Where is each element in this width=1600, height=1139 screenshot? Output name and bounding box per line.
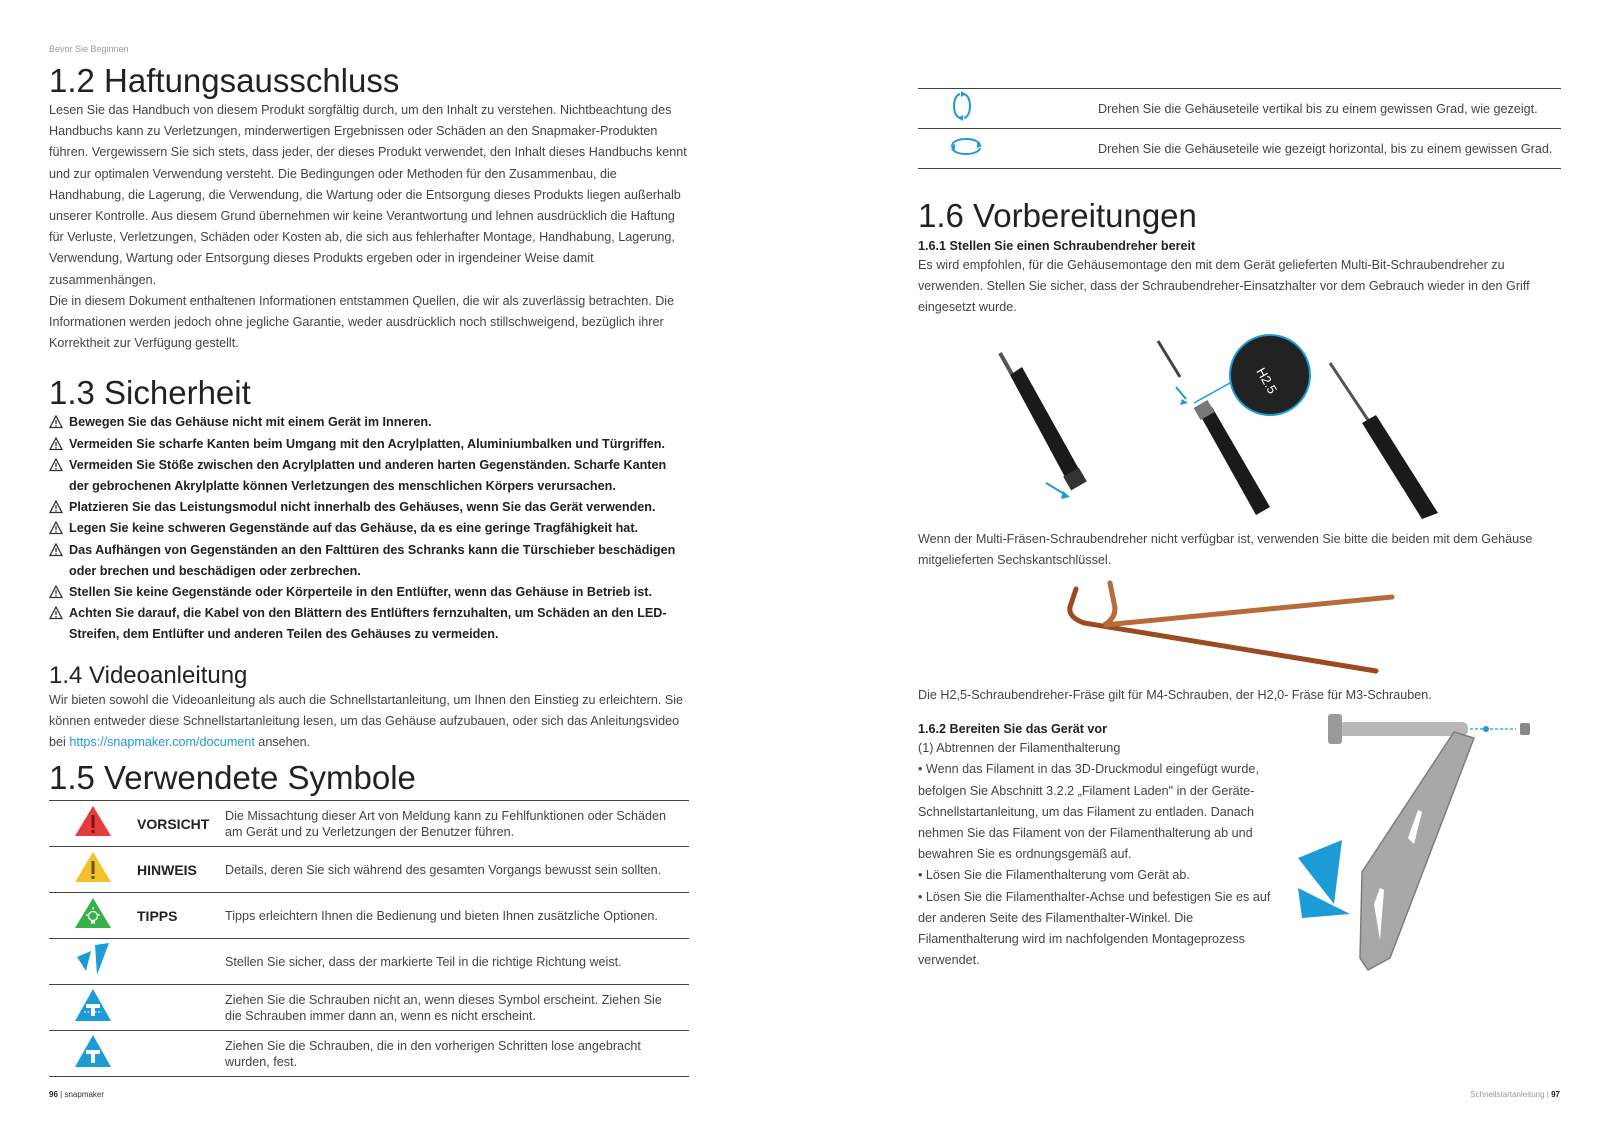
rotation-icon-cell <box>918 129 1098 169</box>
video-text-before: Wir bieten sowohl die Videoanleitung als auch die Schnellstartanleitung, um Ihnen den Einstieg zu erleichtern. Sie können entweder diese Schnellstartanleitung lesen, um das Gehäuse aufzubauen, oder sich das Anleitungsvideo bei <box>49 692 684 750</box>
tighten-screw-icon <box>73 1033 113 1069</box>
video-text <box>49 690 689 754</box>
safety-item-text: Das Aufhängen von Gegenständen an den Falttüren des Schranks kann die Türschieber beschädigen oder brechen und beschädigen oder zerbrechen. <box>69 542 676 578</box>
warning-triangle-icon <box>49 606 63 620</box>
warning-triangle-icon <box>49 585 63 599</box>
filament-axis <box>1338 722 1468 736</box>
safety-item-text: Stellen Sie keine Gegenstände oder Körperteile in den Entlüfter, wenn das Gehäuse in Betrieb ist. <box>69 585 652 600</box>
warning-triangle-icon <box>49 521 63 535</box>
symbol-row <box>49 939 689 985</box>
hex-key-illustration <box>918 571 1561 681</box>
brand-logo: snapmaker <box>64 1090 105 1099</box>
document-link[interactable]: https://snapmaker.com/document <box>69 735 255 750</box>
warning-triangle-icon <box>49 437 63 451</box>
loose-screw-icon <box>73 987 113 1023</box>
video-title: 1.4 Videoanleitung <box>49 661 248 689</box>
safety-item-text: Vermeiden Sie scharfe Kanten beim Umgang mit den Acrylplatten, Aluminiumbalken und Türgriffen. <box>69 436 665 451</box>
symbol-desc: Ziehen Sie die Schrauben, die in den vorherigen Schritten lose angebracht wurden, fest. <box>225 1038 641 1069</box>
symbol-desc: Stellen Sie sicher, dass der markierte Teil in die richtige Richtung weist. <box>225 939 689 985</box>
safety-item <box>49 412 689 433</box>
symbol-icon-cell <box>49 985 137 1031</box>
symbol-label: HINWEIS <box>137 847 225 893</box>
filament-bracket <box>1360 732 1474 970</box>
warning-triangle-icon <box>49 543 63 557</box>
hex-key-text: Wenn der Multi-Fräsen-Schraubendreher nicht verfügbar ist, verwenden Sie bitte die beiden mit dem Gehäuse mitgelieferten Sechskantschlüssel. <box>918 531 1533 567</box>
prep-title: 1.6 Vorbereitungen <box>918 197 1197 234</box>
screwdriver-1 <box>1000 353 1087 499</box>
bit-magnifier <box>1194 335 1310 415</box>
warning-triangle-icon <box>49 415 63 429</box>
symbol-row <box>49 893 689 939</box>
disclaimer-title: 1.2 Haftungsausschluss <box>49 62 400 99</box>
safety-item <box>49 603 689 645</box>
safety-list <box>49 412 689 645</box>
safety-item <box>49 434 689 455</box>
footer-guide-label: Schnellstartanleitung <box>1470 1090 1545 1099</box>
prep-sub1-title: 1.6.1 Stellen Sie einen Schraubendreher bereit <box>918 239 1196 253</box>
bit-usage-text: Die H2,5-Schraubendreher-Fräse gilt für M4-Schrauben, der H2,0- Fräse für M3-Schrauben. <box>918 688 1432 703</box>
warning-triangle-icon <box>49 458 63 472</box>
prep-sub2-bullet: • Wenn das Filament in das 3D-Druckmodul eingefügt wurde, befolgen Sie Abschnitt 3.2.2 „Filament Laden" in der Geräte-Schnellstartanleitung, um das Filament zu entladen. Danach nehmen Sie das Filament von der Filamenthalterung ab und bewahren Sie es ordnungsgemäß auf. <box>918 762 1259 862</box>
page-number-left: 96 <box>49 1090 58 1099</box>
prep-sub2-title: 1.6.2 Bereiten Sie das Gerät vor <box>918 722 1107 737</box>
safety-item <box>49 540 689 582</box>
symbol-label <box>137 1031 225 1077</box>
direction-arrows-icon <box>73 941 113 977</box>
rotation-desc: Drehen Sie die Gehäuseteile vertikal bis zu einem gewissen Grad, wie gezeigt. <box>1098 89 1561 129</box>
symbol-row <box>49 847 689 893</box>
rotation-row <box>918 129 1561 169</box>
footer-left: 96 | snapmaker <box>49 1090 105 1099</box>
disclaimer-paragraph-1: Lesen Sie das Handbuch von diesem Produkt sorgfältig durch, um den Inhalt zu verstehen. Nichtbeachtung des Handbuchs kann zu Verletzungen, minderwertigen Ergebnissen oder Schäden an den Snapmaker-Produkten führen. Vergewissern Sie sich stets, dass jeder, der dieses Produkt verwendet, den Inhalt dieses Handbuchs kennt und zur optimalen Verwendung versteht. Die Bedingungen oder Methoden für den Zusammenbau, die Handhabung, die Lagerung, die Verwendung, die Wartung oder die Entsorgung dieses Produkts liegen außerhalb unserer Kontrolle. Aus diesem Grund übernehmen wir keine Verantwortung und lehnen ausdrücklich die Haftung für Verluste, Verletzungen, Schäden oder Kosten ab, die sich aus fehlerhafter Montage, Handhabung, Lagerung, Verwendung, Wartung oder Entsorgung dieses Produkts ergeben oder in irgendeiner Weise damit zusammenhängen. <box>49 103 687 287</box>
safety-item-text: Bewegen Sie das Gehäuse nicht mit einem Gerät im Inneren. <box>69 415 432 430</box>
safety-item <box>49 497 689 518</box>
symbol-label: VORSICHT <box>137 801 225 847</box>
prep-sub2-dot2: • Lösen Sie die Filamenthalter-Achse und befestigen Sie es auf der anderen Seite des Filamenthalter-Winkel. Die Filamenthalterung wird im nachfolgenden Montageprozess verwendet. <box>918 889 1271 968</box>
rotation-row <box>918 89 1561 129</box>
prep-sub1-text: Es wird empfohlen, für die Gehäusemontage den mit dem Gerät gelieferten Multi-Bit-Schraubendreher zu verwenden. Stellen Sie sicher, dass der Schraubendreher-Einsatzhalter vor dem Gebrauch wieder in den Griff eingesetzt wurde. <box>918 258 1530 315</box>
left-column <box>49 62 689 1077</box>
device-prep-section <box>918 720 1561 1000</box>
symbol-icon-cell <box>49 1031 137 1077</box>
rotation-icon-cell <box>918 89 1098 129</box>
safety-item-text: Platzieren Sie das Leistungsmodul nicht innerhalb des Gehäuses, wenn Sie das Gerät verwenden. <box>69 500 656 515</box>
safety-title: 1.3 Sicherheit <box>49 374 251 412</box>
safety-item <box>49 518 689 539</box>
axis-screw <box>1520 723 1530 735</box>
device-prep-text <box>918 720 1273 971</box>
warning-triangle-icon <box>73 804 113 838</box>
prep-sub2-step: (1) Abtrennen der Filamenthalterung <box>918 741 1121 756</box>
symbol-row <box>49 1031 689 1077</box>
page-number-right: 97 <box>1551 1090 1560 1099</box>
hex-key-2 <box>1104 583 1392 625</box>
symbols-title: 1.5 Verwendete Symbole <box>49 759 416 797</box>
safety-item-text: Legen Sie keine schweren Gegenstände auf das Gehäuse, da es eine geringe Tragfähigkeit hat. <box>69 521 639 536</box>
symbol-label <box>137 939 225 985</box>
symbol-desc: Details, deren Sie sich während des gesamten Vorgangs bewusst sein sollten. <box>225 847 689 893</box>
symbol-row <box>49 801 689 847</box>
symbol-icon-cell <box>49 847 137 893</box>
rotation-table <box>918 88 1561 169</box>
symbol-desc: Tipps erleichtern Ihnen die Bedienung und bieten Ihnen zusätzliche Optionen. <box>225 893 689 939</box>
screwdriver-illustration <box>918 333 1561 519</box>
filament-holder-illustration <box>1298 708 1558 998</box>
rotate-vertical-icon <box>948 90 976 122</box>
symbol-icon-cell <box>49 801 137 847</box>
rotation-desc: Drehen Sie die Gehäuseteile wie gezeigt horizontal, bis zu einem gewissen Grad. <box>1098 141 1553 156</box>
notice-triangle-icon <box>73 850 113 884</box>
disclaimer-paragraph-2: Die in diesem Dokument enthaltenen Informationen entstammen Quellen, die wir als zuverlässig betrachten. Die Informationen werden jedoch ohne jegliche Garantie, weder ausdrücklich noch stillschweigend, bezüglich ihrer Korrektheit zur Verfügung gestellt. <box>49 293 675 351</box>
bit-size-label: H2.5 <box>1253 364 1281 396</box>
safety-item-text: Achten Sie darauf, die Kabel von den Blättern des Entlüfters fernzuhalten, um Schäden an den LED-Streifen, dem Entlüfter und anderen Teilen des Gehäuses zu vermeiden. <box>69 606 667 642</box>
warning-triangle-icon <box>49 500 63 514</box>
symbol-row <box>49 985 689 1031</box>
rotate-horizontal-icon <box>948 134 984 158</box>
symbol-label <box>137 985 225 1031</box>
symbols-table <box>49 800 689 1077</box>
symbol-label: TIPPS <box>137 893 225 939</box>
symbol-icon-cell <box>49 893 137 939</box>
footer-right: Schnellstartanleitung | 97 <box>1470 1090 1560 1099</box>
screwdriver-2 <box>1194 400 1270 515</box>
prep-sub2-dot1: • Lösen Sie die Filamenthalterung vom Gerät ab. <box>918 868 1190 883</box>
screwdriver-bit <box>1158 341 1188 405</box>
video-text-after: ansehen. <box>254 735 311 750</box>
direction-arrow-lower <box>1298 888 1350 918</box>
symbol-desc: Die Missachtung dieser Art von Meldung kann zu Fehlfunktionen oder Schäden am Gerät und zu Verletzungen der Benutzer führen. <box>225 801 689 847</box>
section-label: Bevor Sie Beginnen <box>49 44 129 54</box>
safety-item <box>49 582 689 603</box>
right-column <box>918 88 1561 1000</box>
safety-item <box>49 455 689 497</box>
symbol-icon-cell <box>49 939 137 985</box>
symbol-desc: Ziehen Sie die Schrauben nicht an, wenn dieses Symbol erscheint. Ziehen Sie die Schrauben immer dann an, wenn es nicht erscheint. <box>225 985 689 1031</box>
tip-triangle-icon <box>73 896 113 930</box>
safety-item-text: Vermeiden Sie Stöße zwischen den Acrylplatten und anderen harten Gegenständen. Scharfe Kanten der gebrochenen Akrylplatte können Verletzungen des menschlichen Körpers verursachen. <box>69 457 667 494</box>
screwdriver-3 <box>1330 363 1438 519</box>
